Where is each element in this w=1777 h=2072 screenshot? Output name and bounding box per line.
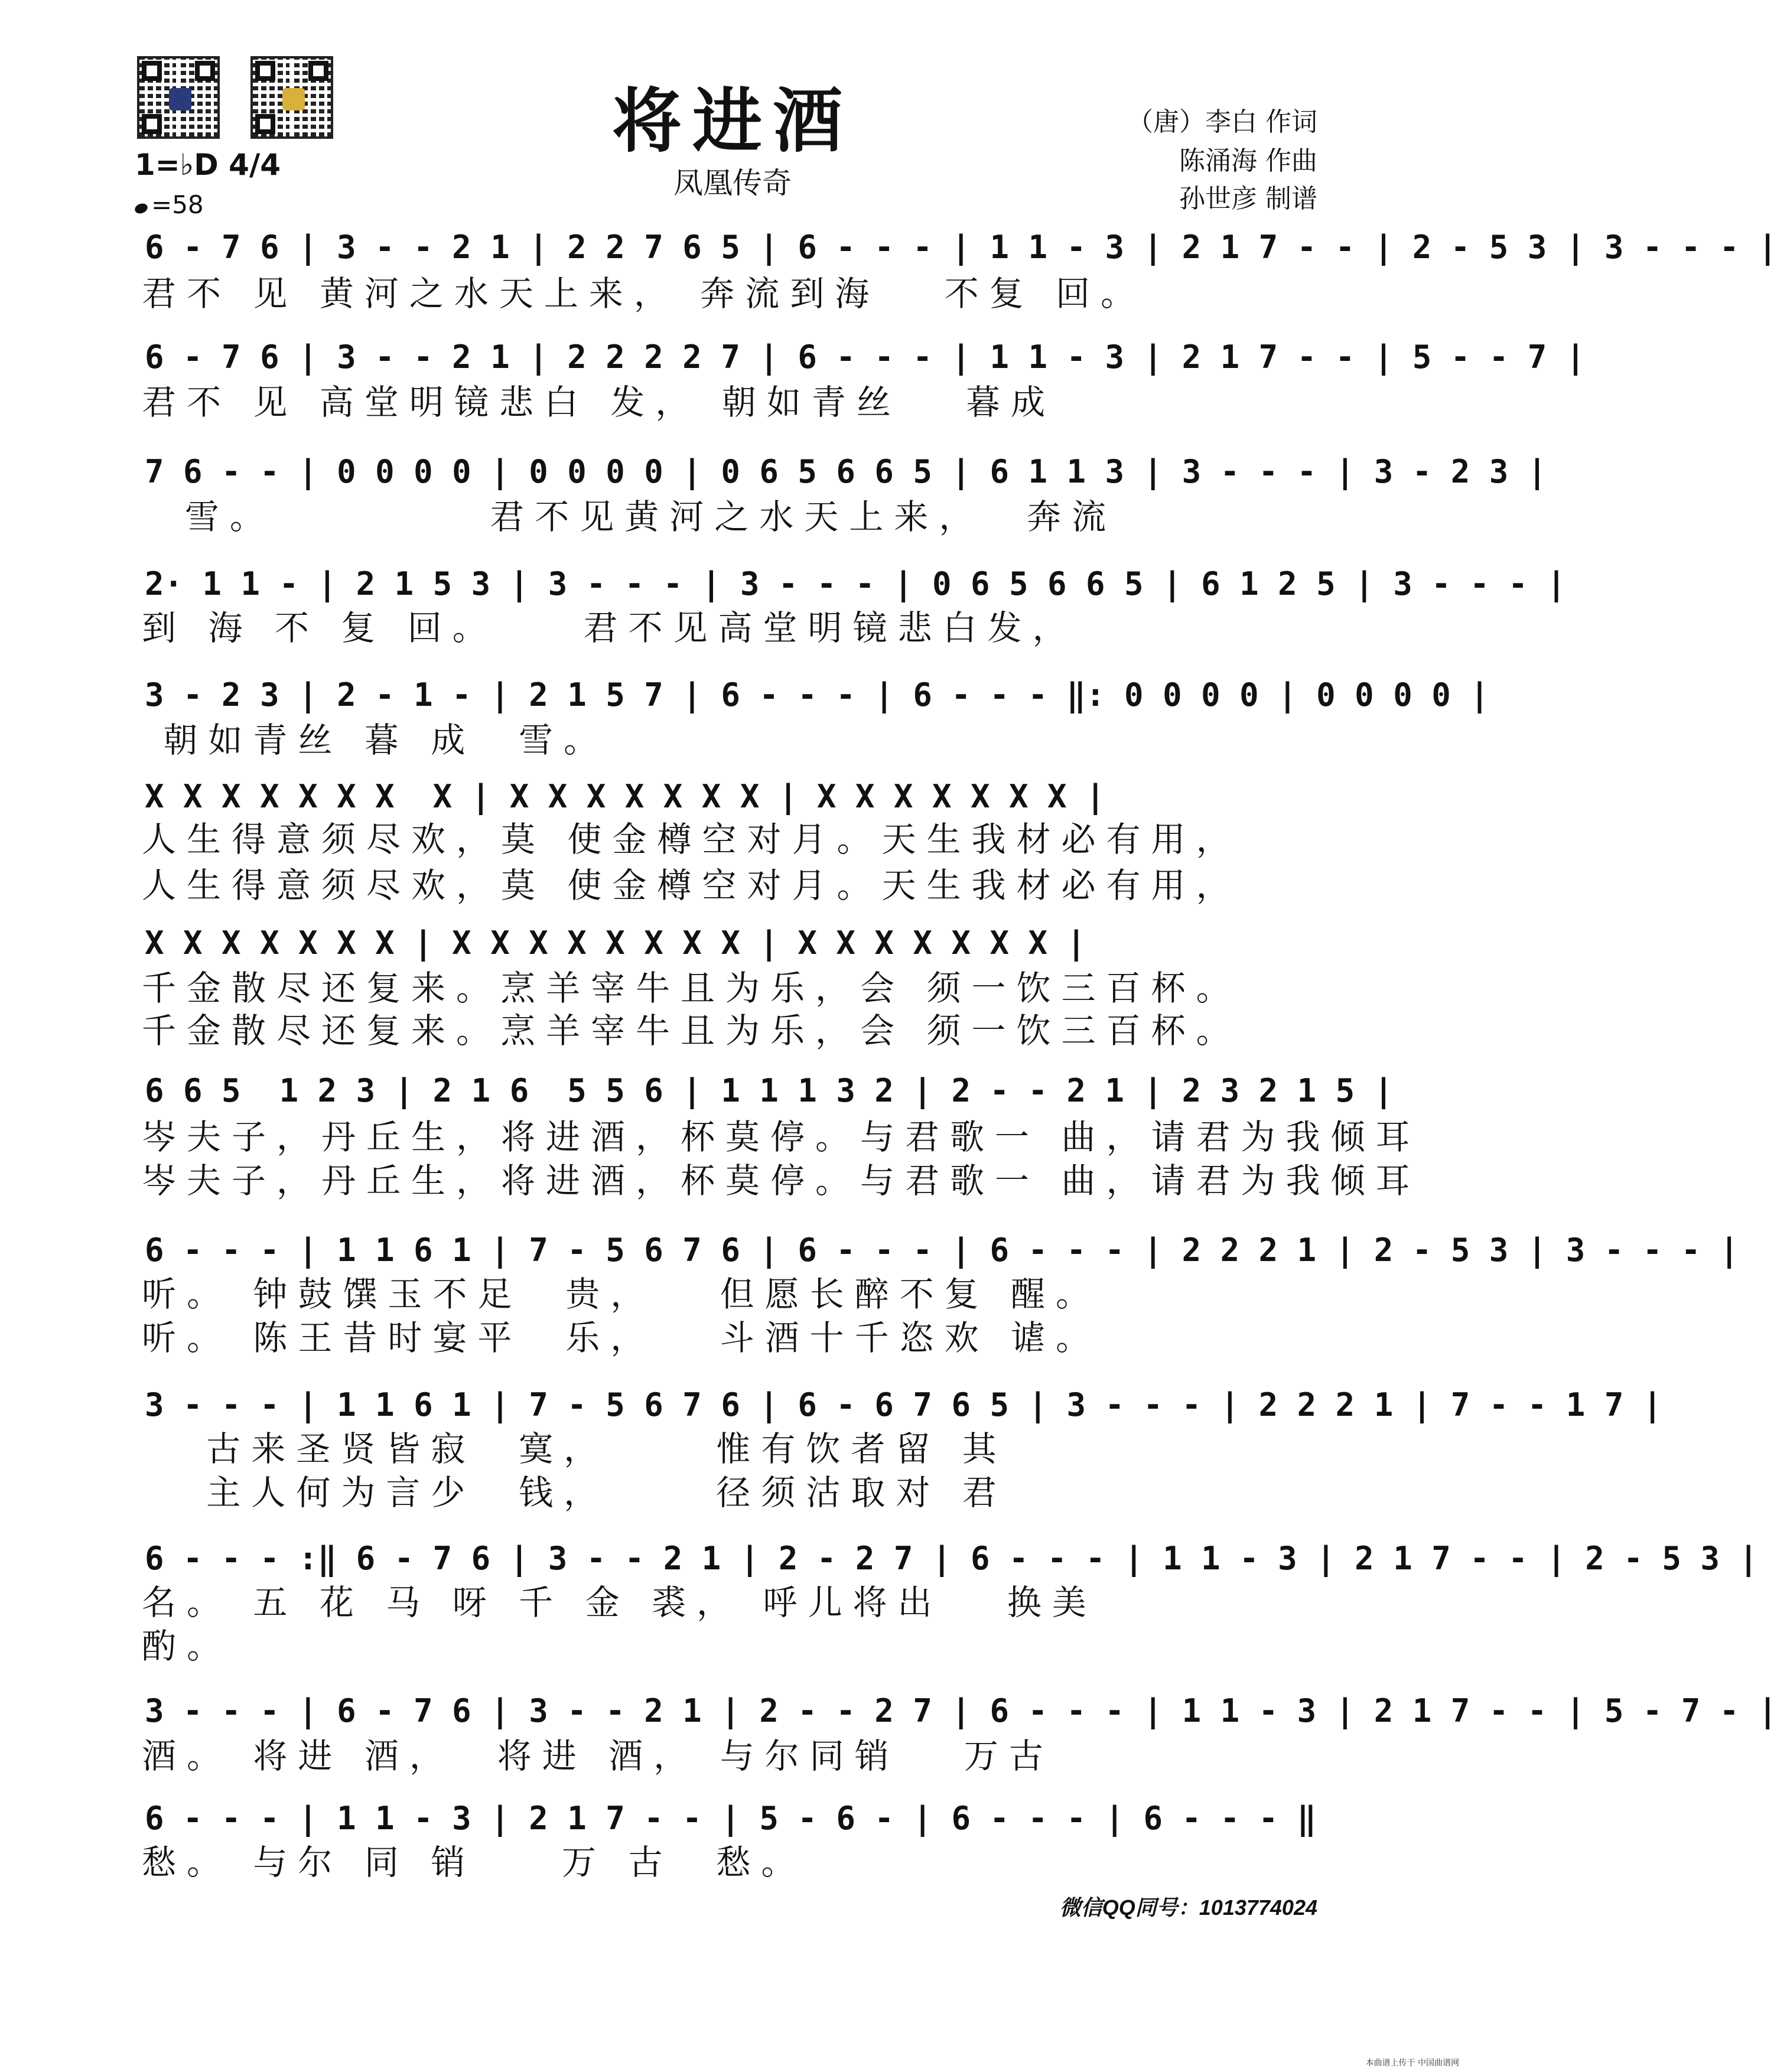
notation-line-11: 6 - - - :‖ 6 - 7 6 | 3 - - 2 1 | 2 - 2 7 | 6 - - - | 1 1 - 3 | 2 1 7 - - | 2 - 5 3 | (145, 1540, 1758, 1577)
notation-line-13: 6 - - - | 1 1 - 3 | 2 1 7 - - | 5 - 6 - | 6 - - - | 6 - - - ‖ (145, 1800, 1317, 1837)
notation-line-1: 6 - 7 6 | 3 - - 2 1 | 2 2 7 6 5 | 6 - - - | 1 1 - 3 | 2 1 7 - - | 2 - 5 3 | 3 - - - | (145, 229, 1777, 266)
lyric-line-9a: 听。 钟鼓馔玉不足 贵， 但愿长醉不复 醒。 (142, 1274, 1101, 1314)
lyric-line-5: 朝如青丝 暮 成 雪。 (142, 720, 609, 760)
arranger-credit: 孙世彦 制谱 (1179, 184, 1317, 214)
upload-note: 本曲谱上传于 中国曲谱网 (1365, 2058, 1459, 2068)
tempo-marking (135, 190, 204, 219)
key-signature: 1=♭D 4/4 (135, 148, 281, 182)
lyric-line-6a: 人生得意须尽欢，莫 使金樽空对月。天生我材必有用， (142, 819, 1241, 859)
notation-line-8: 6 6 5 1 2 3 | 2 1 6 5 5 6 | 1 1 1 3 2 | 2 - - 2 1 | 2 3 2 1 5 | (145, 1072, 1394, 1109)
notation-line-4: 2· 1 1 - | 2 1 5 3 | 3 - - - | 3 - - - | 0 6 5 6 6 5 | 6 1 2 5 | 3 - - - | (145, 565, 1566, 602)
lyric-line-13: 愁。 与尔 同 销 万 古 愁。 (142, 1842, 806, 1882)
song-title: 将进酒 (611, 80, 853, 162)
lyric-line-8a: 岑夫子，丹丘生，将进酒，杯莫停。与君歌一 曲，请君为我倾耳 (142, 1117, 1421, 1157)
lyric-line-8b: 岑夫子，丹丘生，将进酒，杯莫停。与君歌一 曲，请君为我倾耳 (142, 1161, 1421, 1201)
notation-line-12: 3 - - - | 6 - 7 6 | 3 - - 2 1 | 2 - - 2 7 | 6 - - - | 1 1 - 3 | 2 1 7 - - | 5 - 7 - | (145, 1692, 1777, 1729)
quarter-note-icon (134, 202, 149, 216)
notation-line-6: X X X X X X X X | X X X X X X X | X X X X X X X | (145, 778, 1105, 815)
lyric-line-9b: 听。 陈王昔时宴平 乐， 斗酒十千恣欢 谑。 (142, 1318, 1101, 1358)
lyric-line-3: 雪。 君不见黄河之水天上来， 奔流 (142, 497, 1117, 537)
lyric-line-6b: 人生得意须尽欢，莫 使金樽空对月。天生我材必有用， (142, 865, 1241, 905)
notation-line-3: 7 6 - - | 0 0 0 0 | 0 0 0 0 | 0 6 5 6 6 5 | 6 1 1 3 | 3 - - - | 3 - 2 3 | (145, 453, 1547, 490)
performer: 凤凰传奇 (673, 166, 792, 200)
notation-line-2: 6 - 7 6 | 3 - - 2 1 | 2 2 2 2 7 | 6 - - - | 1 1 - 3 | 2 1 7 - - | 5 - - 7 | (145, 338, 1586, 376)
lyric-line-1: 君不 见 黄河之水天上来， 奔流到海 不复 回。 (142, 273, 1146, 314)
lyric-line-4: 到 海 不 复 回。 君不见高堂明镜悲白发， (142, 608, 1078, 648)
lyric-line-11a: 名。 五 花 马 呀 千 金 裘， 呼儿将出 换美 (142, 1582, 1097, 1623)
lyric-line-10a: 古来圣贤皆寂 寞， 惟有饮者留 其 (142, 1429, 1007, 1469)
lyric-line-12: 酒。 将进 酒， 将进 酒， 与尔同销 万古 (142, 1736, 1054, 1776)
lyric-line-7b: 千金散尽还复来。烹羊宰牛且为乐，会 须一饮三百杯。 (142, 1011, 1241, 1051)
contact-id: 微信QQ同号：1013774024 (1059, 1895, 1317, 1920)
notation-line-10: 3 - - - | 1 1 6 1 | 7 - 5 6 7 6 | 6 - 6 7 6 5 | 3 - - - | 2 2 2 1 | 7 - - 1 7 | (145, 1386, 1662, 1423)
lyric-line-7a: 千金散尽还复来。烹羊宰牛且为乐，会 须一饮三百杯。 (142, 968, 1241, 1008)
lyric-line-2: 君不 见 高堂明镜悲白 发， 朝如青丝 暮成 (142, 382, 1056, 422)
notation-line-9: 6 - - - | 1 1 6 1 | 7 - 5 6 7 6 | 6 - - - | 6 - - - | 2 2 2 1 | 2 - 5 3 | 3 - - - | (145, 1232, 1739, 1269)
lyricist-credit: （唐）李白 作词 (1127, 107, 1317, 137)
composer-credit: 陈涌海 作曲 (1179, 146, 1317, 176)
lyric-line-10b: 主人何为言少 钱， 径须沽取对 君 (142, 1472, 1007, 1513)
tempo-value: =58 (151, 190, 204, 219)
notation-line-5: 3 - 2 3 | 2 - 1 - | 2 1 5 7 | 6 - - - | 6 - - - ‖: 0 0 0 0 | 0 0 0 0 | (145, 676, 1489, 714)
lyric-line-11b: 酌。 (142, 1626, 232, 1666)
notation-line-7: X X X X X X X | X X X X X X X X | X X X X X X X | (145, 924, 1086, 962)
